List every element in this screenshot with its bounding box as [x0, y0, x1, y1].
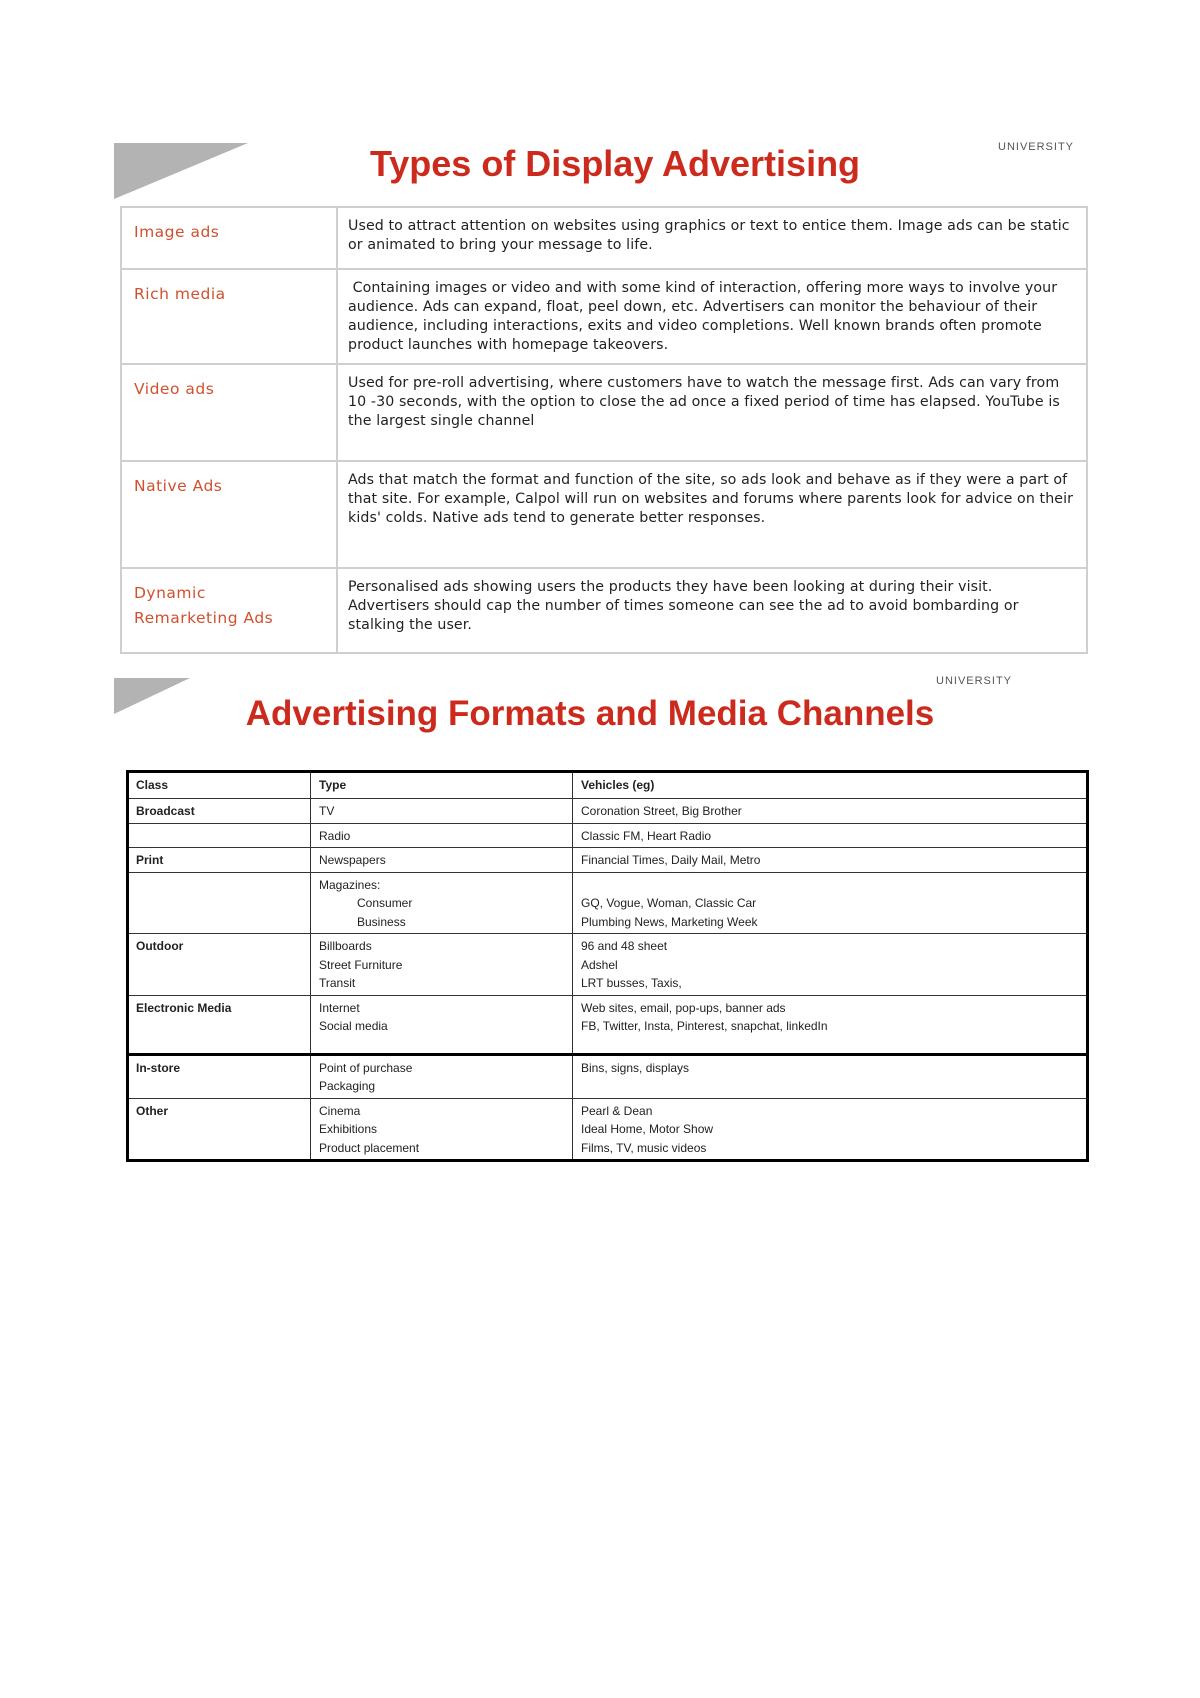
type-cell: [311, 823, 573, 848]
header-class: Class: [128, 772, 311, 799]
table-row: [128, 799, 1088, 824]
vehicle-item: Financial Times, Daily Mail, Metro: [581, 853, 761, 867]
vehicles-cell: [573, 995, 1088, 1054]
type-item: Point of purchase: [319, 1060, 413, 1075]
ad-type-description: Used to attract attention on websites using graphics or text to entice them. Image ads can be static or animated to bring your message to life.: [337, 207, 1087, 269]
vehicle-item: Web sites, email, pop-ups, banner ads: [581, 1000, 786, 1015]
type-item: Cinema: [319, 1103, 361, 1118]
type-item: Consumer: [357, 896, 413, 910]
vehicle-item: Films, TV, music videos: [581, 1140, 707, 1155]
table-row: [128, 1054, 1088, 1098]
class-cell: Other: [128, 1098, 311, 1161]
type-item: Billboards: [319, 939, 372, 953]
class-cell: Broadcast: [128, 799, 311, 824]
type-cell: [311, 934, 573, 996]
vehicle-item: 96 and 48 sheet: [581, 939, 668, 953]
type-cell: [311, 799, 573, 824]
vehicles-cell: [573, 799, 1088, 824]
type-cell: [311, 848, 573, 873]
header-type: Type: [311, 772, 573, 799]
ad-type-description: Containing images or video and with some kind of interaction, offering more ways to involve your audience. Ads can expand, float, peel down, etc. Advertisers can monitor the behaviour of their audience, including interactions, exits and video completions. Well known brands often promote product launches with homepage takeovers.: [337, 269, 1087, 364]
vehicles-cell: [573, 848, 1088, 873]
type-item: Magazines:: [319, 877, 381, 892]
vehicle-item: Coronation Street, Big Brother: [581, 804, 742, 818]
table-row: [121, 568, 1087, 653]
type-item: Radio: [319, 828, 351, 843]
class-cell: [128, 872, 311, 934]
ad-type-label: Dynamic Remarketing Ads: [121, 568, 337, 653]
type-cell: [311, 872, 573, 934]
class-cell: Electronic Media: [128, 995, 311, 1054]
vehicle-item: GQ, Vogue, Woman, Classic Car: [581, 896, 757, 910]
type-item: Product placement: [319, 1140, 420, 1155]
class-cell: Print: [128, 848, 311, 873]
slide-advertising-formats: [0, 675, 1200, 1200]
class-cell: In-store: [128, 1054, 311, 1098]
type-item: TV: [319, 804, 335, 818]
table-row: [128, 823, 1088, 848]
slide-display-advertising: [0, 0, 1200, 680]
formats-channels-table: [126, 770, 1089, 1162]
vehicles-cell: [573, 823, 1088, 848]
table-row: [128, 1098, 1088, 1161]
class-cell: [128, 823, 311, 848]
vehicle-item: LRT busses, Taxis,: [581, 976, 682, 990]
vehicle-item: Classic FM, Heart Radio: [581, 828, 712, 843]
vehicles-cell: [573, 1098, 1088, 1161]
type-item: Exhibitions: [319, 1122, 378, 1136]
type-item: Packaging: [319, 1079, 376, 1093]
page-title: Types of Display Advertising: [369, 143, 861, 184]
display-ad-types-table: [120, 206, 1088, 654]
vehicle-item: Pearl & Dean: [581, 1103, 653, 1118]
ad-type-label: Rich media: [121, 269, 337, 364]
class-cell: Outdoor: [128, 934, 311, 996]
university-label: UNIVERSITY: [936, 675, 1013, 687]
header-vehicles: Vehicles (eg): [573, 772, 1088, 799]
page-title: Advertising Formats and Media Channels: [245, 694, 935, 733]
table-row: [121, 364, 1087, 461]
ad-type-description: Personalised ads showing users the products they have been looking at during their visit. Advertisers should cap the number of times someone can see the ad to avoid bombarding or stalking the user.: [337, 568, 1087, 653]
ad-type-label: Image ads: [121, 207, 337, 269]
table-row: [128, 995, 1088, 1054]
type-item: Transit: [319, 976, 356, 990]
vehicles-cell: [573, 872, 1088, 934]
table-header-row: [128, 772, 1088, 799]
vehicle-item: Ideal Home, Motor Show: [581, 1122, 714, 1136]
table-row: [121, 207, 1087, 269]
type-cell: [311, 995, 573, 1054]
type-item: Social media: [319, 1019, 388, 1033]
type-item: Internet: [319, 1000, 360, 1015]
university-label: UNIVERSITY: [998, 141, 1075, 153]
ad-type-label: Native Ads: [121, 461, 337, 568]
vehicle-item: FB, Twitter, Insta, Pinterest, snapchat, linkedIn: [581, 1019, 828, 1033]
table-row: [121, 269, 1087, 364]
vehicle-item: Plumbing News, Marketing Week: [581, 914, 758, 929]
table-row: [121, 461, 1087, 568]
type-cell: [311, 1098, 573, 1161]
table-row: [128, 872, 1088, 934]
vehicle-item: Bins, signs, displays: [581, 1060, 690, 1075]
vehicle-item: [581, 876, 1078, 895]
type-item: Street Furniture: [319, 957, 403, 972]
ad-type-description: Used for pre-roll advertising, where customers have to watch the message first. Ads can vary from 10 -30 seconds, with the option to close the ad once a fixed period of time has elapsed. YouTube is the largest single channel: [337, 364, 1087, 461]
vehicle-item: Adshel: [581, 957, 618, 972]
vehicles-cell: [573, 934, 1088, 996]
type-item: Business: [357, 914, 406, 929]
type-cell: [311, 1054, 573, 1098]
table-row: [128, 848, 1088, 873]
table-row: [128, 934, 1088, 996]
vehicles-cell: [573, 1054, 1088, 1098]
type-item: Newspapers: [319, 853, 386, 867]
ad-type-description: Ads that match the format and function of the site, so ads look and behave as if they were a part of that site. For example, Calpol will run on websites and forums where parents look for advice on their kids' colds. Native ads tend to generate better responses.: [337, 461, 1087, 568]
ad-type-label: Video ads: [121, 364, 337, 461]
